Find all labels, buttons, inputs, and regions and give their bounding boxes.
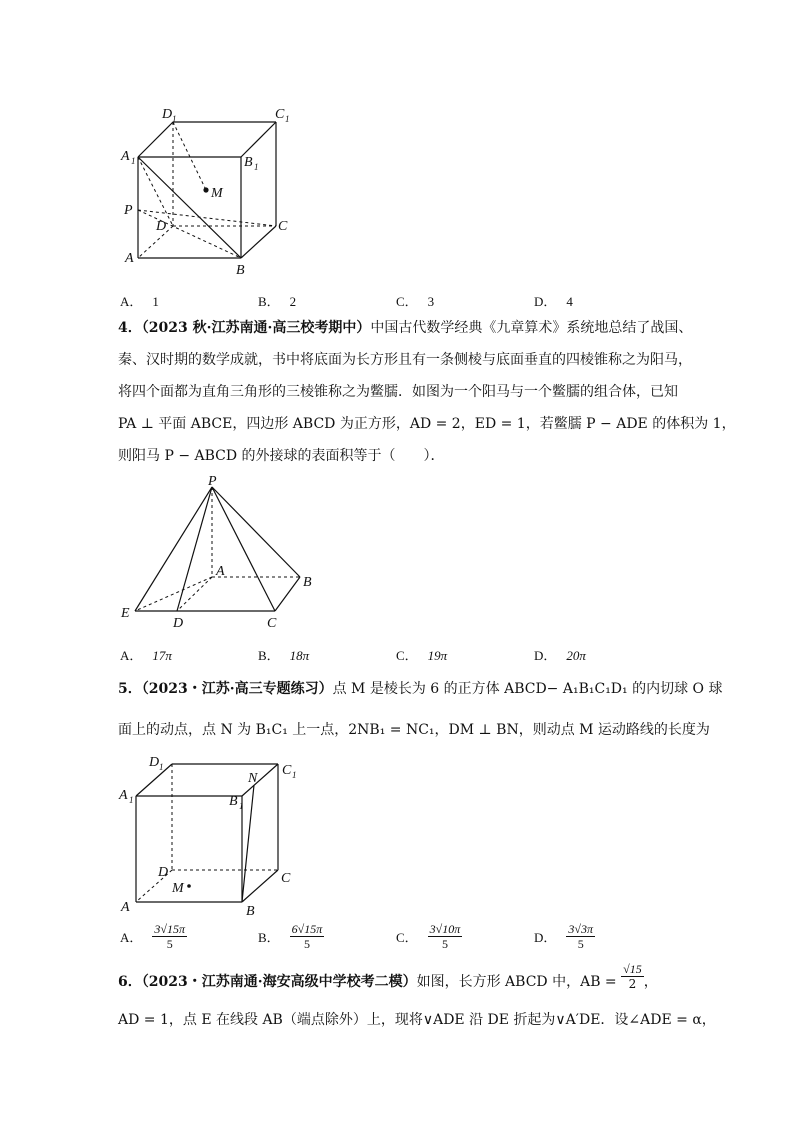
- q4-label-c: C: [267, 616, 277, 631]
- q3-label-b1: B: [244, 155, 253, 170]
- q6-line-2: AD = 1，点 E 在线段 AB（端点除外）上，现将∨ADE 沿 DE 折起为∨A′DE．设∠ADE = α，: [118, 1012, 716, 1028]
- q3-option-d[interactable]: D． 4: [534, 294, 573, 309]
- q3-label-d1: D: [162, 107, 173, 122]
- q4-label-d: D: [173, 616, 184, 631]
- q3-label-c: C: [278, 219, 288, 234]
- q5-label-m: M: [172, 881, 184, 896]
- svg-text:1: 1: [131, 156, 136, 166]
- q5-label-a: A: [121, 900, 130, 915]
- svg-text:1: 1: [239, 801, 244, 811]
- q3-label-d: D: [156, 219, 167, 234]
- q4-option-d[interactable]: D． 20π: [534, 648, 586, 663]
- svg-text:1: 1: [172, 114, 177, 124]
- q3-option-a[interactable]: A． 1: [120, 294, 159, 309]
- q4-line-4: PA ⊥ 平面 ABCE，四边形 ABCD 为正方形，AD = 2，ED = 1，若鳖臑 P − ADE 的体积为 1，: [118, 416, 736, 432]
- q5-label-b1: B: [229, 794, 238, 809]
- q6-line-1: 6．（2023・江苏南通·海安高级中学校考二模）如图，长方形 ABCD 中，AB = $\frac{√15}{2}$ ，: [118, 961, 658, 991]
- q5-label-a1: A: [119, 788, 128, 803]
- svg-text:1: 1: [129, 795, 134, 805]
- q5-label-c: C: [281, 871, 291, 886]
- q5-label-c1: C: [282, 763, 292, 778]
- q5-label-b: B: [246, 904, 255, 919]
- q3-option-c[interactable]: C． 3: [396, 294, 435, 309]
- svg-text:1: 1: [159, 762, 164, 772]
- q5-option-b[interactable]: B． $\frac{6√15\pi}{5}$: [258, 922, 323, 951]
- q3-option-b[interactable]: B． 2: [258, 294, 297, 309]
- q4-line-1: 4．（2023 秋·江苏南通·高三校考期中）中国古代数学经典《九章算术》系统地总结了战国、: [118, 320, 693, 336]
- q3-label-b: B: [236, 263, 245, 278]
- q5-cube-figure: [115, 752, 315, 922]
- q4-option-a[interactable]: A． 17π: [120, 648, 172, 663]
- q4-label-e: E: [121, 606, 130, 621]
- q3-label-c1: C: [275, 107, 285, 122]
- q5-option-a[interactable]: A． $\frac{3√15\pi}{5}$: [120, 922, 185, 951]
- q4-option-b[interactable]: B． 18π: [258, 648, 310, 663]
- q5-line-2: 面上的动点，点 N 为 B₁C₁ 上一点，2NB₁ = NC₁，DM ⊥ BN，则动点 M 运动路线的长度为: [118, 722, 710, 738]
- q4-pyramid-figure: [115, 475, 325, 635]
- q4-label-p: P: [208, 475, 217, 489]
- svg-text:1: 1: [292, 770, 297, 780]
- svg-text:1: 1: [254, 162, 259, 172]
- q4-label-a: A: [216, 564, 225, 579]
- q4-line-5: 则阳马 P − ABCD 的外接球的表面积等于（ ）．: [118, 448, 445, 464]
- svg-text:1: 1: [285, 114, 290, 124]
- q3-cube-figure: [118, 100, 318, 280]
- q5-label-d1: D: [149, 755, 160, 770]
- q5-line-1: 5．（2023・江苏·高三专题练习）点 M 是棱长为 6 的正方体 ABCD− A₁B₁C₁D₁ 的内切球 O 球: [118, 681, 723, 697]
- q3-label-m: M: [211, 186, 223, 201]
- q3-label-a1: A: [121, 149, 130, 164]
- q5-option-c[interactable]: C． $\frac{3√10\pi}{5}$: [396, 922, 461, 951]
- q5-label-d: D: [158, 865, 169, 880]
- q3-label-p: P: [124, 203, 133, 218]
- q4-label-b: B: [303, 575, 312, 590]
- q3-label-a: A: [125, 251, 134, 266]
- q4-line-2: 秦、汉时期的数学成就，书中将底面为长方形且有一条侧棱与底面垂直的四棱锥称之为阳马，: [118, 352, 692, 368]
- q5-label-n: N: [248, 771, 258, 786]
- q4-line-3: 将四个面都为直角三角形的三棱锥称之为鳖臑．如图为一个阳马与一个鳖臑的组合体，已知: [118, 384, 678, 400]
- q5-option-d[interactable]: D． $\frac{3√3\pi}{5}$: [534, 922, 593, 951]
- q4-option-c[interactable]: C． 19π: [396, 648, 448, 663]
